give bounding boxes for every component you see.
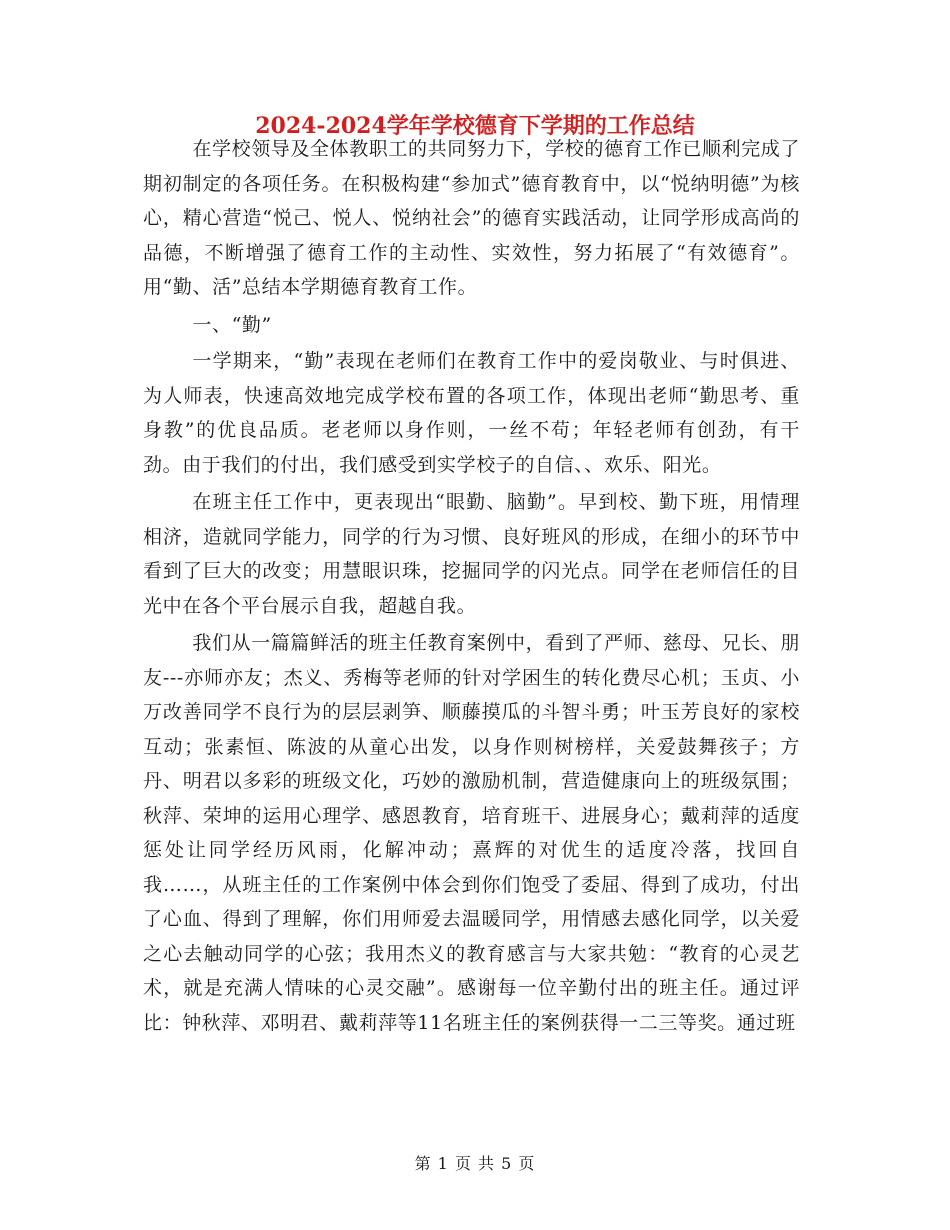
document-body <box>143 132 800 1040</box>
page-number-footer: 第 1 页 共 5 页 <box>414 1154 536 1173</box>
paragraph-education-cases: 我们从一篇篇鲜活的班主任教育案例中，看到了严师、慈母、兄长、朋友---亦师亦友；杰义、秀梅等老师的针对学困生的转化费尽心机；玉贞、小万改善同学不良行为的层层剥笋、顺藤摸瓜的斗智斗勇；叶玉芳良好的家校互动；张素恒、陈波的从童心出发，以身作则树榜样，关爱鼓舞孩子；方丹、明君以多彩的班级文化，巧妙的激励机制，营造健康向上的班级氛围；秋萍、荣坤的运用心理学、感恩教育，培育班干、进展身心；戴莉萍的适度惩处让同学经历风雨，化解冲动；熹辉的对优生的适度冷落，找回自我……，从班主任的工作案例中体会到你们饱受了委屈、得到了成功，付出了心血、得到了理解，你们用师爱去温暖同学，用情感去感化同学，以关爱之心去触动同学的心弦；我用杰义的教育感言与大家共勉：“教育的心灵艺术，就是充满人情味的心灵交融”。感谢每一位辛勤付出的班主任。通过评比：钟秋萍、邓明君、戴莉萍等11名班主任的案例获得一二三等奖。通过班 <box>143 632 800 1034</box>
paragraph-qin-overview: 一学期来，“勤”表现在老师们在教育工作中的爱岗敬业、与时俱进、为人师表，快速高效地完成学校布置的各项工作，体现出老师“勤思考、重身教”的优良品质。老老师以身作则，一丝不苟；年轻老师有创劲，有干劲。由于我们的付出，我们感受到实学校子的自信、、欢乐、阳光。 <box>143 350 800 476</box>
document-title: 2024-2024学年学校德育下学期的工作总结 <box>255 113 695 139</box>
paragraph-intro: 在学校领导及全体教职工的共同努力下，学校的德育工作已顺利完成了期初制定的各项任务。在积极构建“参加式”德育教育中，以“悦纳明德”为核心，精心营造“悦己、悦人、悦纳社会”的德育实践活动，让同学形成高尚的品德，不断增强了德育工作的主动性、实效性，努力拓展了“有效德育”。用“勤、活”总结本学期德育教育工作。 <box>143 138 800 298</box>
paragraph-class-teacher-work: 在班主任工作中，更表现出“眼勤、脑勤”。早到校、勤下班，用情理相济，造就同学能力，同学的行为习惯、良好班风的形成，在细小的环节中看到了巨大的改变；用慧眼识珠，挖掘同学的闪光点。同学在老师信任的目光中在各个平台展示自我，超越自我。 <box>143 491 800 617</box>
section-heading-qin: 一、“勤” <box>192 313 272 336</box>
